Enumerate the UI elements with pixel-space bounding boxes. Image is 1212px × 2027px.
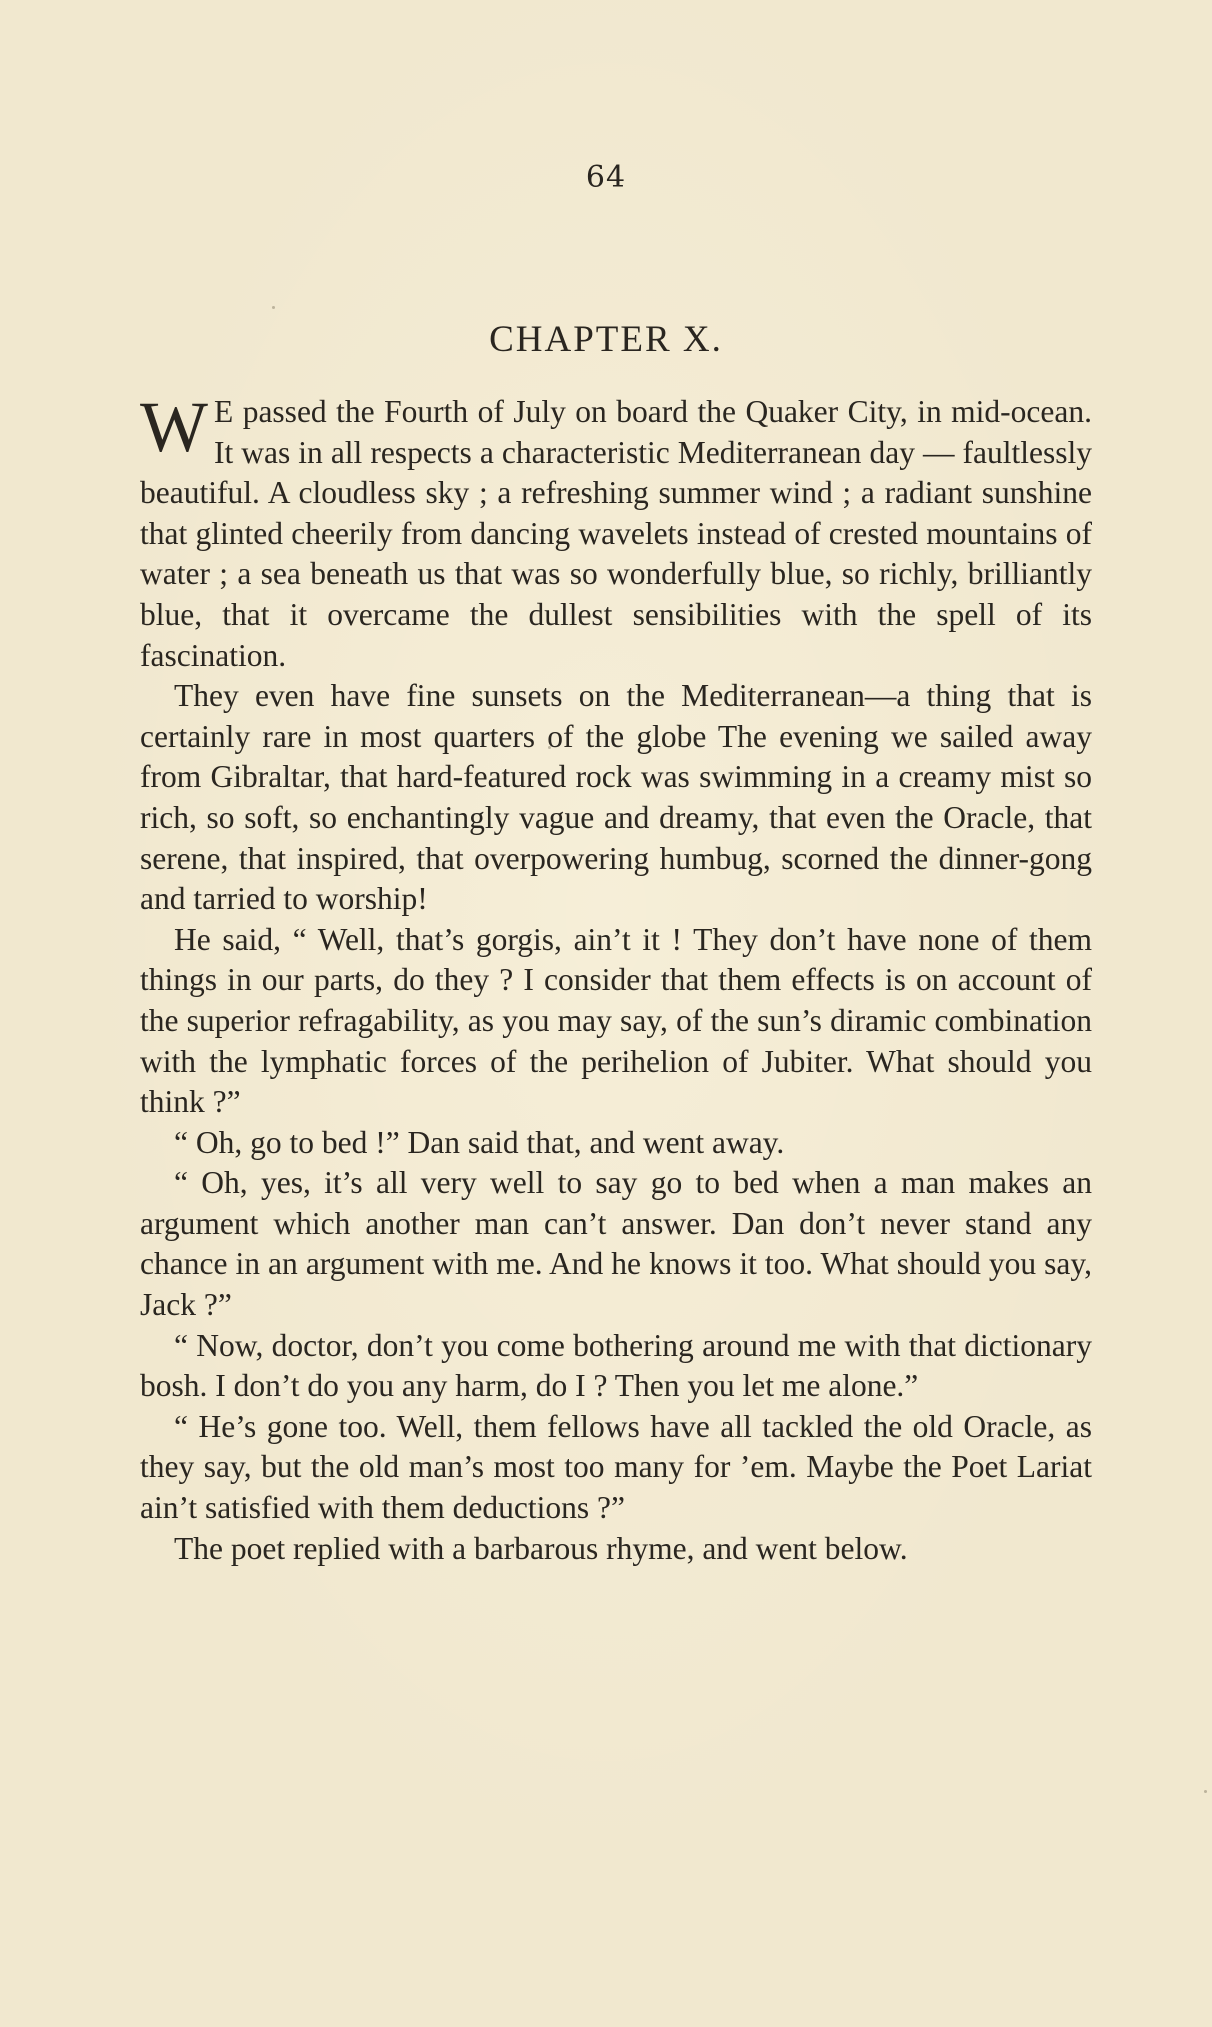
paragraph: “ Now, doctor, don’t you come bothering around me with that dictionary bosh. I don’t do you any harm, do I ? Then you let me alone.” [140, 1327, 1092, 1404]
paragraph [140, 387, 1092, 676]
chapter-title: CHAPTER X. [489, 319, 723, 360]
paragraph: He said, “ Well, that’s gorgis, ain’t it ! They don’t have none of them things in our parts, do they ? I consider that them effects is on account of the superior refragability, as you may say, of the sun’s diramic combination with the lymphatic forces of the perihelion of Jubiter. What should you think ?” [140, 921, 1092, 1120]
paragraph: The poet replied with a barbarous rhyme, and went below. [174, 1530, 908, 1566]
paper-speck [1204, 1790, 1207, 1793]
drop-cap-letter: W [140, 387, 208, 467]
paragraph: “ Oh, go to bed !” Dan said that, and went away. [174, 1124, 785, 1160]
page-number: 64 [585, 160, 627, 195]
chapter-body [140, 387, 1092, 1569]
paper-speck [272, 306, 275, 309]
paragraph: “ Oh, yes, it’s all very well to say go to bed when a man makes an argument which another man can’t answer. Dan don’t never stand any chance in an argument with me. And he knows it too. What should you say, Jack ?” [140, 1165, 1092, 1323]
paper-speck [548, 746, 551, 749]
paragraph: “ He’s gone too. Well, them fellows have all tackled the old Oracle, as they say, but the old man’s most too many for ’em. Maybe the Poet Lariat ain’t satisfied with them deductions ?” [140, 1408, 1092, 1526]
paragraph-text: E passed the Fourth of July on board the Quaker City, in mid-ocean. It was in all respects a characteristic Mediterranean day — faultlessly beautiful. A cloudless sky ; a refreshing summer wind ; a radiant sunshine that glinted cheerily from dancing wavelets instead of crested mountains of water ; a sea beneath us that was so wonderfully blue, so richly, brilliantly blue, that it overcame the dullest sensibilities with the spell of its fascination. [140, 394, 1092, 673]
paragraph: They even have fine sunsets on the Mediterranean—a thing that is certainly rare in most quarters of the globe The evening we sailed away from Gibraltar, that hard-featured rock was swimming in a creamy mist so rich, so soft, so enchantingly vague and dreamy, that even the Oracle, that serene, that inspired, that overpowering humbug, scorned the dinner-gong and tarried to worship! [140, 678, 1092, 917]
